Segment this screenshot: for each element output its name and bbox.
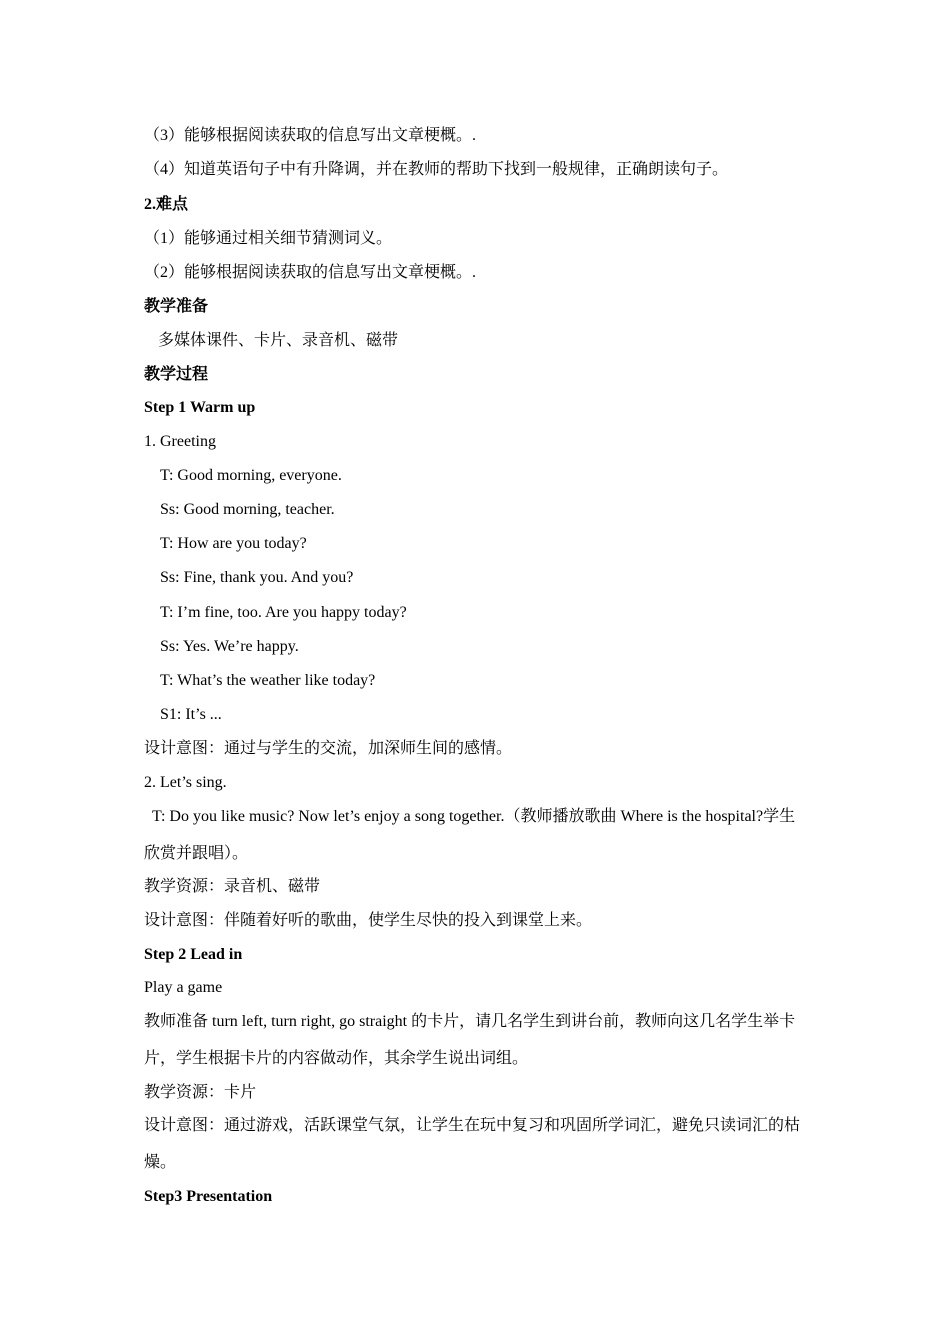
process-heading: 教学过程 [144, 366, 209, 383]
dialogue-line: Ss: Fine, thank you. And you? [160, 569, 354, 586]
dialogue-line: Ss: Good morning, teacher. [160, 501, 335, 518]
difficulty-item-1: （1）能够通过相关细节猜测词义。 [144, 230, 393, 247]
objective-item-3: （3）能够根据阅读获取的信息写出文章梗概。. [144, 127, 477, 144]
resource-1: 教学资源：录音机、磁带 [144, 878, 321, 895]
preparation-text: 多媒体课件、卡片、录音机、磁带 [158, 332, 399, 349]
step1-heading: Step 1 Warm up [144, 399, 256, 416]
difficulty-heading: 2.难点 [144, 196, 189, 213]
design-intent-3: 设计意图：通过游戏，活跃课堂气氛，让学生在玩中复习和巩固所学词汇，避免只读词汇的枯燥。 [144, 1117, 801, 1171]
dialogue-line: T: Good morning, everyone. [160, 467, 342, 484]
dialogue-line: T: How are you today? [160, 535, 307, 552]
objective-item-4: （4）知道英语句子中有升降调，并在教师的帮助下找到一般规律，正确朗读句子。 [144, 161, 729, 178]
dialogue-line: T: I’m fine, too. Are you happy today? [160, 604, 407, 621]
sing-paragraph: T: Do you like music? Now let’s enjoy a song together.（教师播放歌曲 Where is the hospital?学生欣赏并跟唱）。 [144, 808, 796, 862]
difficulty-item-2: （2）能够根据阅读获取的信息写出文章梗概。. [144, 264, 477, 281]
preparation-heading: 教学准备 [144, 298, 209, 315]
design-intent-2: 设计意图：伴随着好听的歌曲，使学生尽快的投入到课堂上来。 [144, 912, 593, 929]
design-intent-1: 设计意图：通过与学生的交流，加深师生间的感情。 [144, 740, 513, 757]
dialogue-line: Ss: Yes. We’re happy. [160, 638, 299, 655]
resource-2: 教学资源：卡片 [144, 1084, 257, 1101]
dialogue-line: S1: It’s ... [160, 706, 222, 723]
game-paragraph: 教师准备 turn left, turn right, go straight 的卡片，请几名学生到讲台前，教师向这几名学生举卡片，学生根据卡片的内容做动作，其余学生说出词组。 [144, 1013, 796, 1067]
dialogue-line: T: What’s the weather like today? [160, 672, 376, 689]
step3-heading: Step3 Presentation [144, 1188, 273, 1205]
step2-heading: Step 2 Lead in [144, 946, 243, 963]
game-heading: Play a game [144, 979, 223, 996]
sing-heading: 2. Let’s sing. [144, 774, 227, 791]
greeting-heading: 1. Greeting [144, 433, 216, 450]
